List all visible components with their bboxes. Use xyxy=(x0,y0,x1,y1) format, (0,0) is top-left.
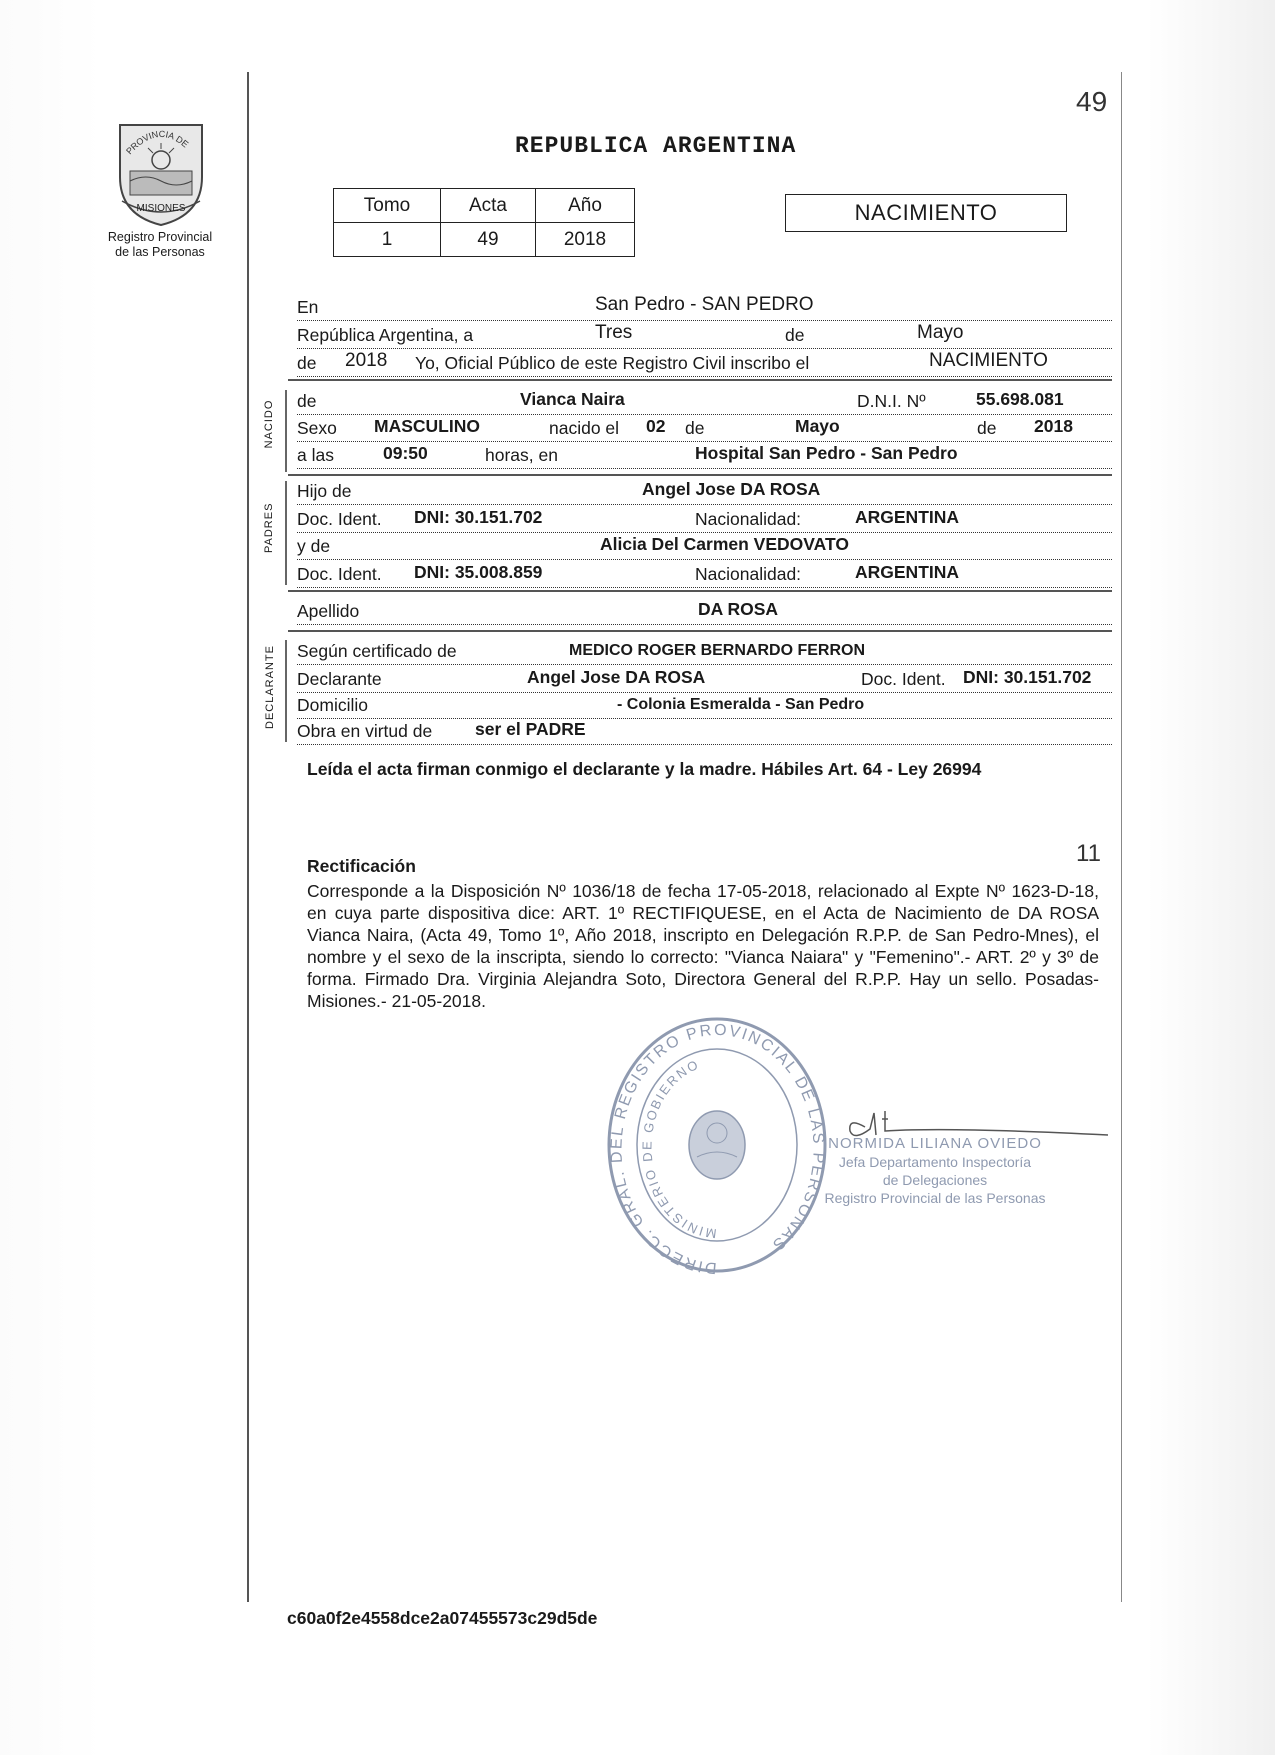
place-value: San Pedro - SAN PEDRO xyxy=(595,294,814,315)
signature-title-3: Registro Provincial de las Personas xyxy=(824,1190,1046,1206)
signature-stamp xyxy=(815,1135,1055,1207)
document-hash: c60a0f2e4558dce2a07455573c29d5de xyxy=(287,1608,598,1628)
father-doc-value: DNI: 30.151.702 xyxy=(414,507,543,527)
section-divider xyxy=(288,379,1112,381)
misiones-coat-of-arms-logo xyxy=(112,115,210,227)
rectificacion-number: 11 xyxy=(1076,840,1101,867)
logo-arc-text: PROVINCIA DE xyxy=(124,128,191,157)
place-row xyxy=(297,292,1112,321)
nacido-el-label: nacido el xyxy=(549,418,620,438)
signature-title-1: Jefa Departamento Inspectoría xyxy=(838,1154,1032,1170)
year-value: 2018 xyxy=(345,350,388,371)
seal-emblem-icon xyxy=(689,1111,745,1179)
padres-section-bar xyxy=(285,481,287,585)
obra-row xyxy=(297,716,1112,745)
de-year-label: de xyxy=(297,353,317,373)
father-name-value: Angel Jose DA ROSA xyxy=(642,479,821,499)
record-table-value-row xyxy=(334,223,635,257)
nacido-name-row xyxy=(297,386,1112,415)
inscribo-row xyxy=(297,348,1112,377)
nacido-time-row xyxy=(297,440,1112,469)
logo-caption-line2: de las Personas xyxy=(115,245,205,259)
hijo-de-label: Hijo de xyxy=(297,481,352,501)
apellido-label: Apellido xyxy=(297,601,360,621)
sexo-value: MASCULINO xyxy=(374,416,480,436)
declarante-doc-value: DNI: 30.151.702 xyxy=(963,667,1092,687)
birth-place-value: Hospital San Pedro - San Pedro xyxy=(695,443,958,463)
birth-month-value: Mayo xyxy=(795,416,840,436)
cert-value: MEDICO ROGER BERNARDO FERRON xyxy=(569,642,866,659)
birth-time-value: 09:50 xyxy=(383,443,428,463)
father-doc-row xyxy=(297,504,1112,533)
mother-doc-value: DNI: 35.008.859 xyxy=(414,562,543,582)
mother-nat-value: ARGENTINA xyxy=(855,562,960,582)
left-margin-line xyxy=(247,72,249,1602)
birth-day-value: 02 xyxy=(646,416,666,436)
section-divider xyxy=(288,590,1112,592)
domicilio-label: Domicilio xyxy=(297,695,368,715)
record-table-cell: 2018 xyxy=(536,223,635,257)
nacido-de-label: de xyxy=(297,391,317,411)
seal-outer-text: DIRECC. GRAL. DEL REGISTRO PROVINCIAL DE LAS PERSONAS xyxy=(608,1021,827,1275)
official-seal-stamp xyxy=(605,1015,830,1275)
apellido-row xyxy=(297,596,1112,625)
certificado-row xyxy=(297,636,1112,665)
document-title: REPUBLICA ARGENTINA xyxy=(515,133,797,159)
page-number: 49 xyxy=(1076,86,1108,117)
declarante-row xyxy=(297,664,1112,693)
sexo-label: Sexo xyxy=(297,418,337,438)
record-table-header: Acta xyxy=(441,189,536,223)
domicilio-row xyxy=(297,690,1112,719)
day-value: Tres xyxy=(595,322,633,343)
nacido-section-bar xyxy=(285,390,287,472)
y-de-row xyxy=(297,531,1112,560)
declarante-section-label: DECLARANTE xyxy=(264,645,276,729)
logo-caption xyxy=(90,230,230,260)
declarante-doc-label: Doc. Ident. xyxy=(861,669,946,689)
seal-inner-text: MINISTERIO DE GOBIERNO xyxy=(639,1056,718,1242)
child-name-value: Vianca Naira xyxy=(520,389,625,409)
closing-note: Leída el acta firman conmigo el declarante y la madre. Hábiles Art. 64 - Ley 26994 xyxy=(307,759,982,779)
section-divider xyxy=(288,630,1112,632)
record-table-header: Año xyxy=(536,189,635,223)
nacido-sexo-row xyxy=(297,413,1112,442)
birth-year-value: 2018 xyxy=(1034,416,1073,436)
father-doc-label: Doc. Ident. xyxy=(297,509,382,529)
mother-name-value: Alicia Del Carmen VEDOVATO xyxy=(600,534,849,554)
obra-value: ser el PADRE xyxy=(475,719,586,739)
declarante-section-bar xyxy=(285,640,287,742)
nacido-de-label-3: de xyxy=(977,418,997,438)
logo-caption-line1: Registro Provincial xyxy=(107,230,213,244)
mother-doc-label: Doc. Ident. xyxy=(297,564,382,584)
padres-section-label: PADRES xyxy=(263,502,275,553)
de-label: de xyxy=(785,325,805,345)
record-table xyxy=(333,188,635,257)
obra-label: Obra en virtud de xyxy=(297,721,433,741)
nacido-de-label-2: de xyxy=(685,418,705,438)
date-row xyxy=(297,320,1112,349)
horas-label: horas, en xyxy=(485,445,558,465)
record-type-label: NACIMIENTO xyxy=(854,200,998,225)
en-label: En xyxy=(297,297,319,317)
inscribo-value: NACIMIENTO xyxy=(929,350,1048,371)
father-nat-label: Nacionalidad: xyxy=(695,509,802,529)
cert-label: Según certificado de xyxy=(297,641,457,661)
child-dni-value: 55.698.081 xyxy=(976,389,1064,409)
signature-name: NORMIDA LILIANA OVIEDO xyxy=(828,1135,1042,1152)
record-table-cell: 1 xyxy=(334,223,441,257)
record-type-box xyxy=(785,194,1067,232)
record-table-header-row xyxy=(334,189,635,223)
logo-bottom-text: MISIONES xyxy=(136,203,186,214)
father-nat-value: ARGENTINA xyxy=(855,507,960,527)
inscribo-label: Yo, Oficial Público de este Registro Civil inscribo el xyxy=(415,353,810,373)
signature-title-2: de Delegaciones xyxy=(882,1172,988,1188)
mother-doc-row xyxy=(297,559,1112,588)
month-value: Mayo xyxy=(917,322,964,343)
hijo-de-row xyxy=(297,476,1112,505)
mother-nat-label: Nacionalidad: xyxy=(695,564,802,584)
record-table-cell: 49 xyxy=(441,223,536,257)
republica-label: República Argentina, a xyxy=(297,325,474,345)
right-margin-line xyxy=(1121,72,1122,1602)
nacido-section-label: NACIDO xyxy=(263,399,275,449)
dni-label: D.N.I. Nº xyxy=(857,391,926,411)
y-de-label: y de xyxy=(297,536,331,556)
domicilio-value: - Colonia Esmeralda - San Pedro xyxy=(617,696,865,713)
declarante-label: Declarante xyxy=(297,669,382,689)
record-table-header: Tomo xyxy=(334,189,441,223)
rectificacion-title: Rectificación xyxy=(307,856,416,876)
apellido-value: DA ROSA xyxy=(698,599,779,619)
declarante-value: Angel Jose DA ROSA xyxy=(527,667,706,687)
rectificacion-body: Corresponde a la Disposición Nº 1036/18 de fecha 17-05-2018, relacionado al Expte Nº 1623-D-18, en cuya parte dispositiva dice: ART. 1º RECTIFIQUESE, en el Acta de Nacimiento de DA ROSA Vianca Naira, (Acta 49, Tomo 1º, Año 2018, inscripto en Delegación R.P.P. de San Pedro-Mnes), el nombre y el sexo de la inscripta, siendo lo correcto: "Vianca Naiara" y "Femenino".- ART. 2º y 3º de forma. Firmado Dra. Virginia Alejandra Soto, Directora General del R.P.P. Hay un sello. Posadas- Misiones.- 21-05-2018. xyxy=(307,881,1099,1011)
a-las-label: a las xyxy=(297,445,334,465)
